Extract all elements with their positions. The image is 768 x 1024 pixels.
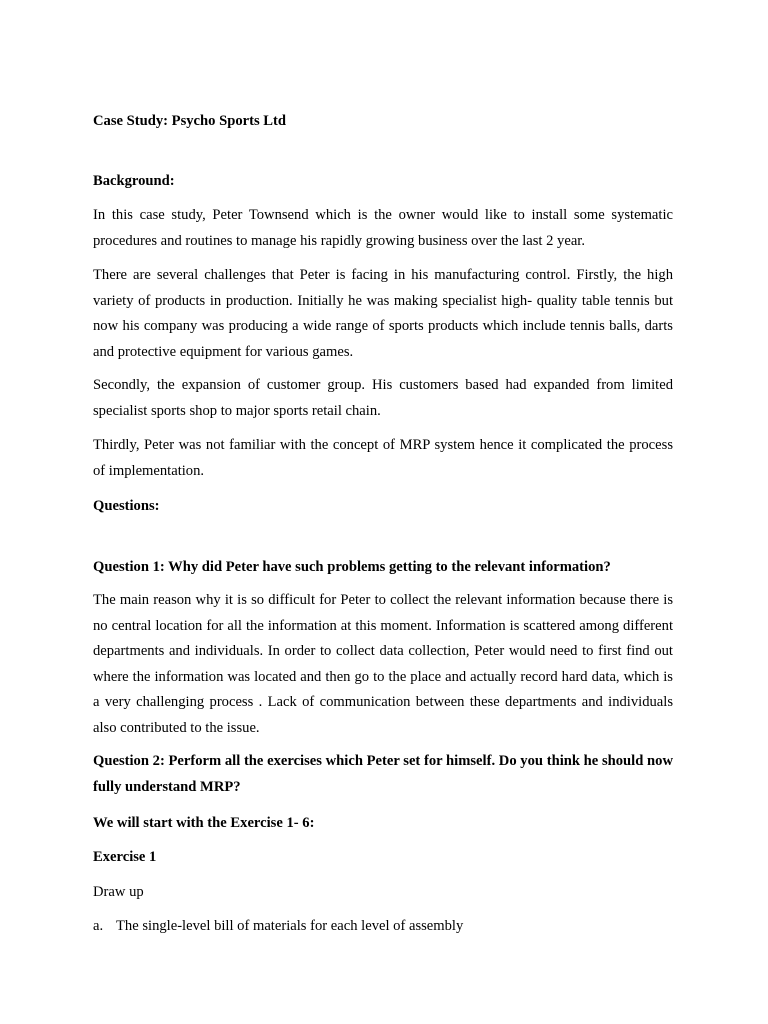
- background-paragraph-2: There are several challenges that Peter is facing in his manufacturing control. Firstly, the high variety of products in production. Initially he was making specialist high- quality table tennis but now his company was producing a wide range of sports products which include tennis balls, darts and protective equipment for various games.: [93, 267, 673, 360]
- exercise-1-instruction: Draw up: [93, 884, 144, 900]
- background-paragraph-4: Thirdly, Peter was not familiar with the concept of MRP system hence it complicated the process of implementation.: [93, 437, 673, 479]
- list-item-marker: a.: [93, 918, 104, 934]
- background-paragraph-3: Secondly, the expansion of customer group. His customers based had expanded from limited specialist sports shop to major sports retail chain.: [93, 377, 673, 419]
- document-title: Case Study: Psycho Sports Ltd: [93, 113, 286, 129]
- question-2-heading: Question 2: Perform all the exercises which Peter set for himself. Do you think he should now fully understand MRP?: [93, 753, 673, 795]
- questions-heading: Questions:: [93, 498, 160, 514]
- exercise-intro: We will start with the Exercise 1- 6:: [93, 815, 315, 831]
- list-item-text: The single-level bill of materials for each level of assembly: [116, 918, 464, 934]
- list-item: [93, 918, 463, 935]
- background-heading: Background:: [93, 173, 175, 189]
- background-paragraph-1: In this case study, Peter Townsend which is the owner would like to install some systematic procedures and routines to manage his rapidly growing business over the last 2 year.: [93, 207, 673, 249]
- exercise-1-heading: Exercise 1: [93, 849, 157, 865]
- question-1-heading: Question 1: Why did Peter have such problems getting to the relevant information?: [93, 559, 611, 575]
- answer-1-paragraph: The main reason why it is so difficult for Peter to collect the relevant information because there is no central location for all the information at this moment. Information is scattered among different departments and individuals. In order to collect data collection, Peter would need to first find out where the information was located and then go to the place and actually record hard data, which is a very challenging process . Lack of communication between these departments and individuals also contributed to the issue.: [93, 592, 673, 736]
